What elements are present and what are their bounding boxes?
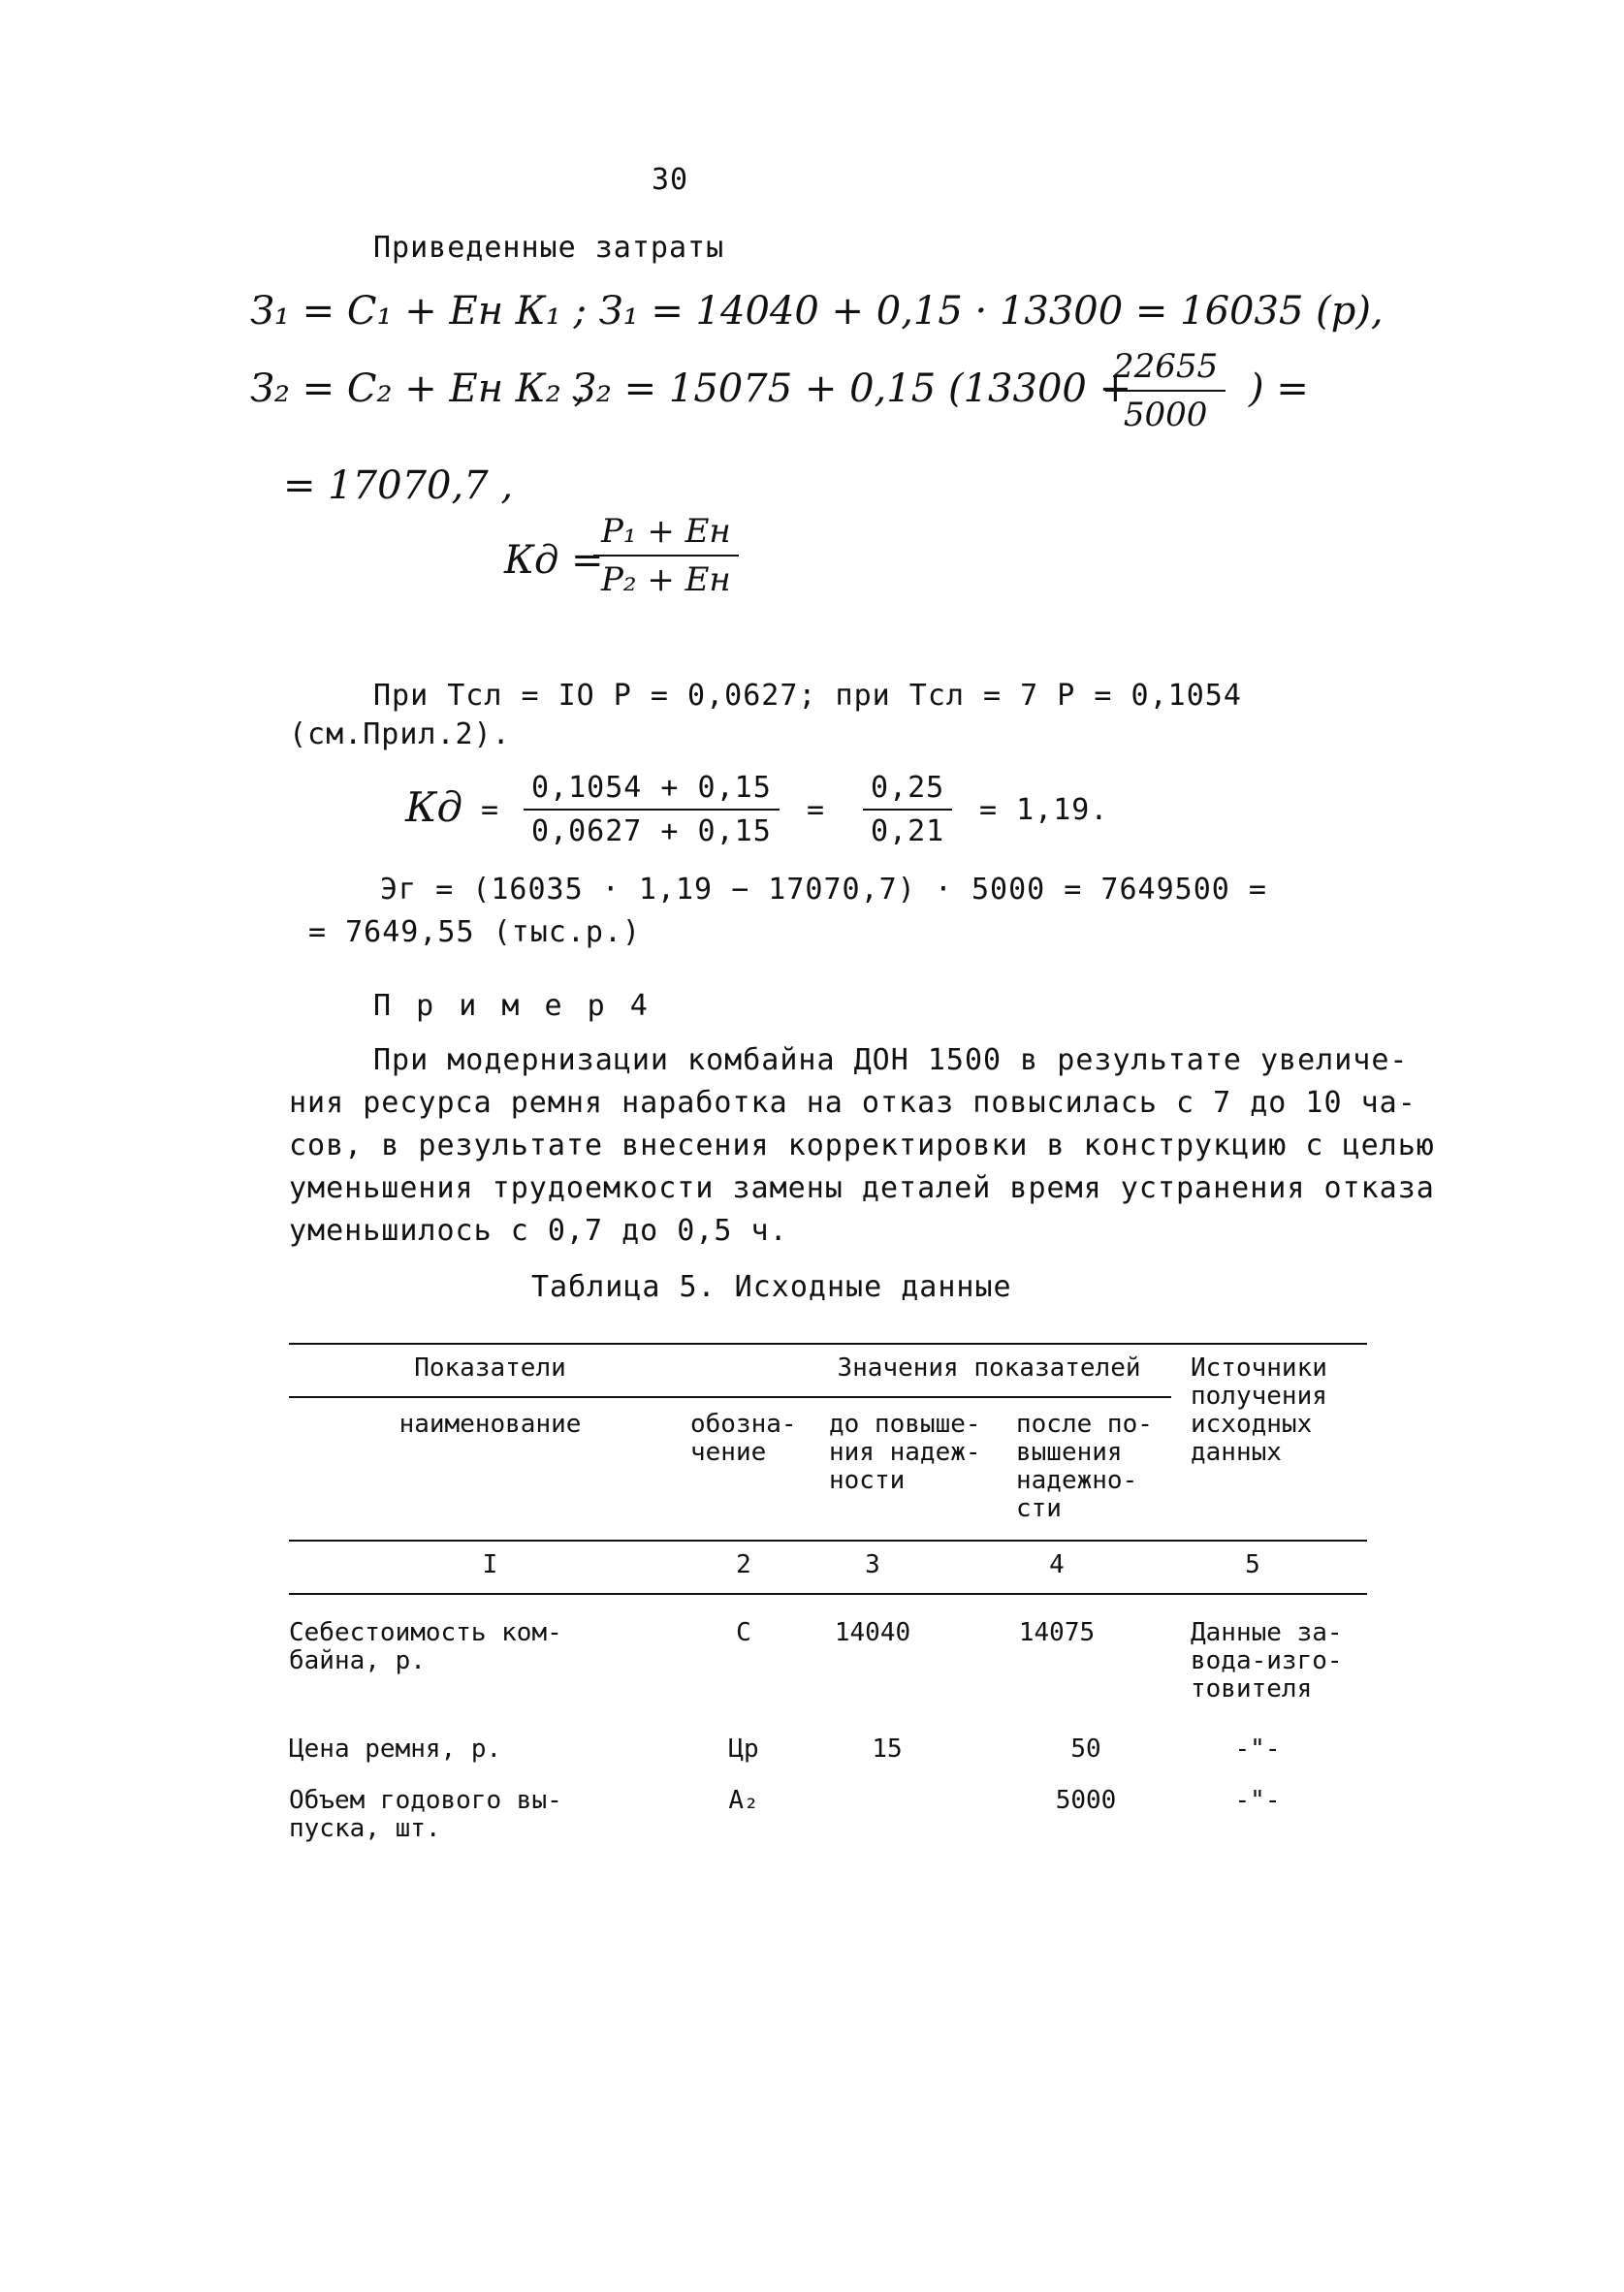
kd-calc-num-1: 0,1054 + 0,15 — [524, 771, 780, 811]
row-3-source: -"- — [1234, 1786, 1281, 1815]
section-heading: Приведенные затраты — [373, 231, 725, 265]
subheader-name: наименование — [398, 1410, 582, 1439]
header-sources: Источники получения исходных данных — [1191, 1353, 1327, 1467]
subheader-before: до повыше- ния надеж- ности — [829, 1410, 981, 1495]
row-1-name: Себестоимость ком- байна, р. — [289, 1618, 562, 1675]
row-2-symbol: Цр — [728, 1735, 759, 1764]
kd-formula-denominator: P₂ + Eн — [601, 560, 731, 599]
kd-calc-lhs: Кд — [405, 783, 463, 831]
column-number-3: 3 — [865, 1550, 880, 1579]
column-number-1: I — [482, 1550, 498, 1579]
header-values: Значения показателей — [837, 1353, 1141, 1383]
formula-line-2-paren-open: (13300 + — [948, 366, 1132, 411]
conditions-line-2: (см.Прил.2). — [289, 717, 511, 751]
kd-calc-den-2: 0,21 — [871, 814, 945, 848]
row-3-name: Объем годового вы- пуска, шт. — [289, 1786, 562, 1843]
column-number-2: 2 — [736, 1550, 751, 1579]
example-paragraph-line-2: ния ресурса ремня наработка на отказ повысилась с 7 до 10 ча- — [289, 1086, 1417, 1120]
fraction-numerator: 22655 — [1105, 347, 1226, 392]
formula-line-2b: З₂ = 15075 + 0,15 — [572, 366, 937, 411]
row-2-name: Цена ремня, р. — [289, 1735, 502, 1764]
kd-formula-numerator: P₁ + Eн — [593, 512, 739, 557]
row-3-symbol: А₂ — [728, 1786, 759, 1815]
row-1-before: 14040 — [834, 1618, 911, 1647]
example-paragraph-line-4: уменьшения трудоемкости замены деталей время устранения отказа — [289, 1171, 1435, 1205]
row-2-source: -"- — [1234, 1735, 1281, 1764]
example-paragraph-line-5: уменьшилось с 0,7 до 0,5 ч. — [289, 1214, 788, 1248]
example-paragraph-line-1: При модернизации комбайна ДОН 1500 в результате увеличе- — [373, 1043, 1409, 1077]
subheader-symbol: обозна- чение — [690, 1410, 797, 1467]
formula-line-3: = 17070,7 , — [283, 463, 514, 508]
example-title: П р и м е р 4 — [373, 989, 652, 1023]
kd-calc-den-1: 0,0627 + 0,15 — [531, 814, 772, 848]
table-subheader-rule — [289, 1540, 1367, 1542]
kd-calc-fraction-1 — [524, 771, 780, 848]
effect-line-2: = 7649,55 (тыс.р.) — [308, 915, 642, 949]
row-1-after: 14075 — [1018, 1618, 1096, 1647]
conditions-line-1: При Тсл = IO Р = 0,0627; при Тсл = 7 Р = 0,1054 — [373, 679, 1242, 713]
table-header-rule — [289, 1396, 1171, 1398]
formula-line-2a: З₂ = С₂ + Eн К₂ , — [250, 366, 587, 411]
kd-calc-num-2: 0,25 — [863, 771, 952, 811]
kd-formula-lhs: Кд = — [504, 538, 604, 583]
page-number: 30 — [652, 163, 689, 197]
subheader-after: после по- вышения надежно- сти — [1016, 1410, 1153, 1523]
row-3-after: 5000 — [1055, 1786, 1117, 1815]
table-column-number-rule — [289, 1593, 1367, 1595]
fraction-denominator: 5000 — [1123, 396, 1208, 434]
header-indicators: Показатели — [414, 1353, 566, 1383]
kd-calc-result: = 1,19. — [979, 793, 1109, 827]
kd-calc-eq: = — [481, 793, 500, 827]
kd-calc-fraction-2 — [863, 771, 952, 848]
effect-line-1: Эг = (16035 · 1,19 − 17070,7) · 5000 = 7649500 = — [380, 873, 1267, 907]
table-top-rule — [289, 1343, 1367, 1345]
formula-line-1: З₁ = С₁ + Eн К₁ ; З₁ = 14040 + 0,15 · 13300 = 16035 (р), — [250, 289, 1384, 334]
column-number-4: 4 — [1049, 1550, 1065, 1579]
formula-line-2-paren-close: ) = — [1249, 366, 1309, 411]
row-2-after: 50 — [1070, 1735, 1101, 1764]
kd-formula-fraction — [593, 512, 739, 599]
table-caption: Таблица 5. Исходные данные — [531, 1270, 1012, 1304]
example-paragraph-line-3: сов, в результате внесения корректировки в конструкцию с целью — [289, 1129, 1435, 1162]
column-number-5: 5 — [1245, 1550, 1260, 1579]
kd-calc-eq-2: = — [807, 793, 826, 827]
formula-line-2-fraction — [1105, 347, 1226, 434]
row-1-symbol: С — [736, 1618, 751, 1647]
row-1-source: Данные за- вода-изго- товителя — [1191, 1618, 1343, 1703]
row-2-before: 15 — [872, 1735, 903, 1764]
